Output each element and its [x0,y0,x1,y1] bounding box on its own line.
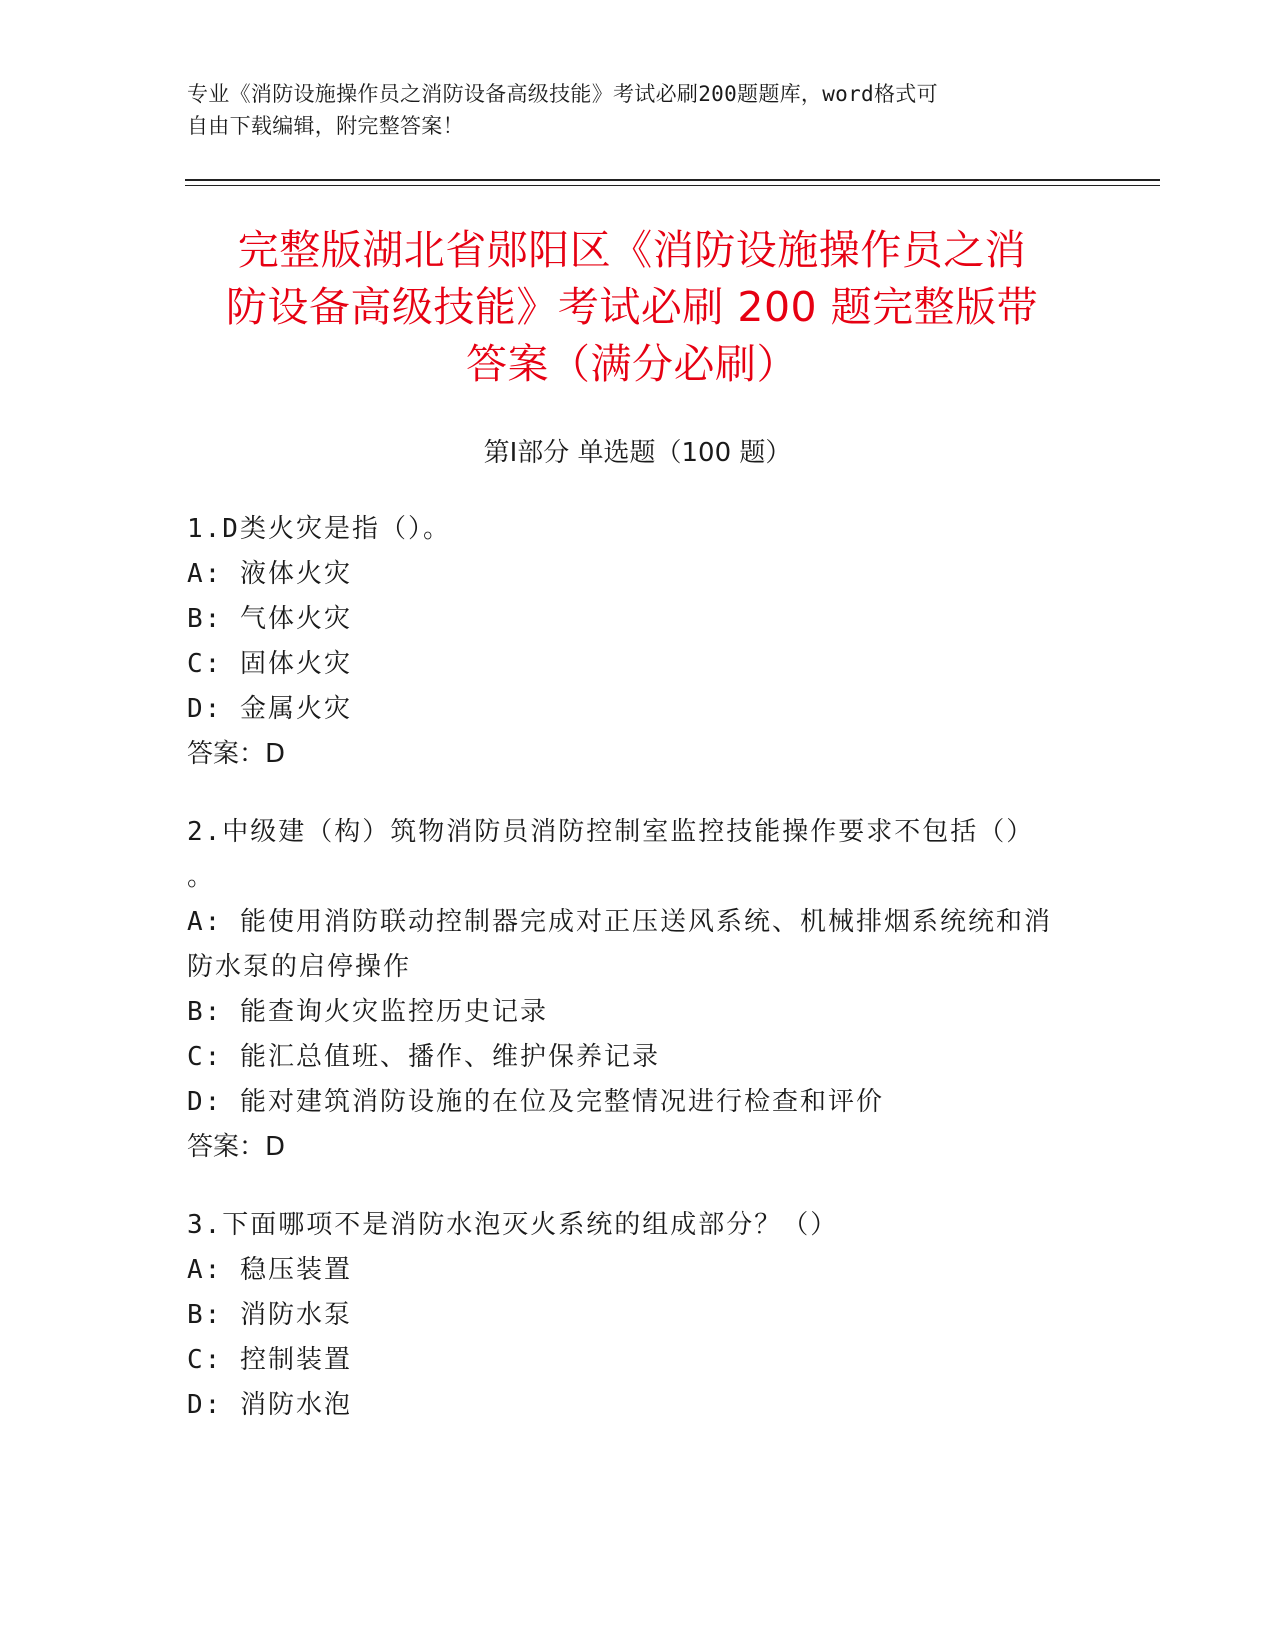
question-stem-continuation: 。 [187,862,216,892]
option-d: D: 金属火灾 [187,694,352,724]
option-d: D: 消防水泡 [187,1390,352,1420]
title-line-3: 答案（满分必刷） [466,340,798,388]
option-c: C: 能汇总值班、播作、维护保养记录 [187,1042,660,1072]
header-divider-thick [185,179,1160,181]
title-line-1: 完整版湖北省郧阳区《消防设施操作员之消 [237,226,1027,274]
header-note-line-2: 自由下载编辑，附完整答案！ [187,114,464,138]
question-block [187,810,1077,1170]
option-c: C: 固体火灾 [187,649,352,679]
option-a: A: 能使用消防联动控制器完成对正压送风系统、机械排烟系统统和消 [187,907,1052,937]
title-line-2: 防设备高级技能》考试必刷 200 题完整版带 [225,283,1039,331]
question-block [187,1203,1077,1428]
document-title [187,222,1077,393]
option-a: A: 稳压装置 [187,1255,352,1285]
section-heading: 第Ⅰ部分 单选题（100 题） [483,438,792,468]
option-b: B: 能查询火灾监控历史记录 [187,997,548,1027]
option-b: B: 消防水泵 [187,1300,352,1330]
option-a: A: 液体火灾 [187,559,352,589]
option-d: D: 能对建筑消防设施的在位及完整情况进行检查和评价 [187,1087,884,1117]
answer-line: 答案：D [187,1132,286,1162]
document-header-note [187,78,1067,142]
header-divider-thin [185,185,1160,186]
question-block [187,507,1077,777]
question-stem: 2.中级建（构）筑物消防员消防控制室监控技能操作要求不包括（） [187,817,1035,847]
header-note-line-1: 专业《消防设施操作员之消防设备高级技能》考试必刷200题题库，word格式可 [187,82,938,106]
question-stem: 1.D类火灾是指（）。 [187,514,451,544]
question-stem: 3.下面哪项不是消防水泡灭火系统的组成部分？（） [187,1210,839,1240]
option-a-continuation: 防水泵的启停操作 [187,952,412,982]
option-c: C: 控制装置 [187,1345,352,1375]
option-b: B: 气体火灾 [187,604,352,634]
answer-line: 答案：D [187,739,286,769]
